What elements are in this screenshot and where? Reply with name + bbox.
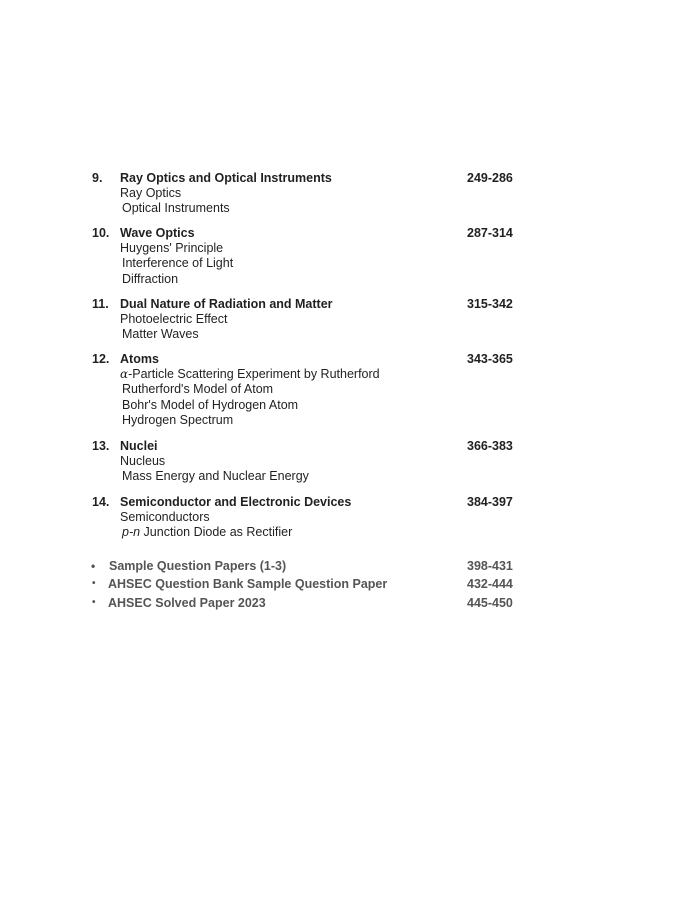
- chapter-title: Ray Optics and Optical Instruments: [120, 171, 332, 185]
- alpha-symbol: α: [120, 367, 129, 381]
- chapter-title: Nuclei: [120, 439, 158, 453]
- chapter-topics: [120, 510, 292, 541]
- topic-text: Junction Diode as Rectifier: [140, 525, 293, 540]
- chapter-number: 9.: [92, 171, 103, 185]
- chapter-topics: [120, 367, 380, 429]
- chapter-number: 13.: [92, 439, 110, 453]
- chapter-topics: [120, 454, 309, 485]
- topic-item: Optical Instruments: [122, 201, 230, 216]
- topic-item: Matter Waves: [122, 327, 199, 342]
- toc-extra-question-bank: [0, 576, 700, 594]
- chapter-page-range: 315-342: [467, 297, 513, 311]
- topic-item: [120, 525, 292, 540]
- topic-item: Huygens' Principle: [120, 241, 224, 255]
- chapter-number: 10.: [92, 226, 110, 240]
- chapter-title: Atoms: [120, 352, 159, 366]
- chapter-title: Semiconductor and Electronic Devices: [120, 495, 352, 509]
- chapter-topics: [120, 241, 233, 287]
- chapter-page-range: 249-286: [467, 171, 513, 185]
- topic-italic-text: p-n: [122, 525, 141, 540]
- topic-item: Semiconductors: [120, 510, 210, 524]
- extra-title: AHSEC Solved Paper 2023: [108, 596, 266, 610]
- toc-extra-sample-papers: [0, 558, 700, 576]
- topic-item: Bohr's Model of Hydrogen Atom: [122, 397, 299, 412]
- chapter-number: 11.: [92, 297, 109, 311]
- topic-item: Ray Optics: [120, 186, 182, 200]
- extra-page-range: 398-431: [467, 559, 513, 573]
- topic-item: Diffraction: [122, 271, 179, 286]
- topic-item: Rutherford's Model of Atom: [122, 382, 274, 397]
- chapter-number: 14.: [92, 495, 110, 509]
- bullet-icon: •: [92, 578, 96, 589]
- chapter-number: 12.: [92, 352, 110, 366]
- extra-page-range: 432-444: [467, 577, 513, 591]
- chapter-title: Dual Nature of Radiation and Matter: [120, 297, 333, 311]
- chapter-page-range: 343-365: [467, 352, 513, 366]
- toc-extra-solved-paper: [0, 595, 700, 613]
- topic-item: [120, 367, 380, 382]
- bullet-icon: •: [92, 597, 96, 608]
- topic-item: Photoelectric Effect: [120, 312, 228, 326]
- topic-text: -Particle Scattering Experiment by Rutherford: [128, 367, 380, 381]
- extra-title: AHSEC Question Bank Sample Question Paper: [108, 577, 388, 591]
- topic-item: Hydrogen Spectrum: [122, 413, 234, 428]
- chapter-topics: [120, 186, 230, 217]
- chapter-page-range: 287-314: [467, 226, 513, 240]
- topic-item: Interference of Light: [122, 256, 234, 271]
- bullet-icon: •: [91, 559, 96, 573]
- topic-item: Nucleus: [120, 454, 166, 468]
- extra-page-range: 445-450: [467, 596, 513, 610]
- chapter-topics: [120, 312, 227, 343]
- chapter-page-range: 366-383: [467, 439, 513, 453]
- chapter-title: Wave Optics: [120, 226, 195, 240]
- extra-title: Sample Question Papers (1-3): [109, 559, 287, 573]
- chapter-page-range: 384-397: [467, 495, 513, 509]
- topic-item: Mass Energy and Nuclear Energy: [122, 469, 309, 484]
